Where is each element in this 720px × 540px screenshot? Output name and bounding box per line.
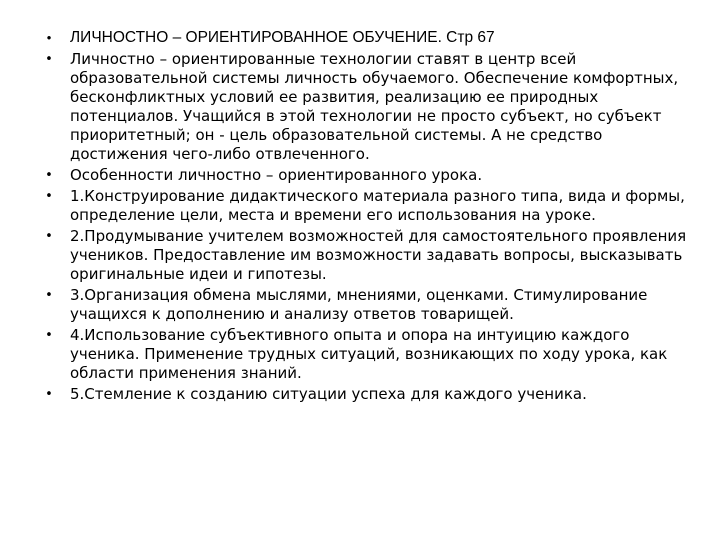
bullet-icon: • — [45, 52, 53, 67]
bullet-icon: • — [45, 387, 53, 402]
bullet-list — [42, 28, 692, 406]
bullet-text: Особенности личностно – ориентированного урока. — [70, 166, 483, 184]
bullet-text: 1.Конструирование дидактического материала разного типа, вида и формы, определение цели, места и времени его использования на уроке. — [70, 187, 685, 224]
bullet-text: 2.Продумывание учителем возможностей для самостоятельного проявления учеников. Предоставление им возможности задавать вопросы, высказывать оригинальные идеи и гипотезы. — [70, 227, 687, 283]
bullet-icon: • — [45, 189, 53, 204]
bullet-item-1 — [42, 187, 692, 225]
bullet-icon: • — [45, 229, 53, 244]
bullet-icon: • — [45, 168, 53, 183]
bullet-icon: • — [46, 30, 52, 45]
bullet-text: Личностно – ориентированные технологии ставят в центр всей образовательной системы личность обучаемого. Обеспечение комфортных, бесконфликтных условий ее развития, реализацию ее природных потенциалов. Учащийся в этой технологии не просто субъект, но субъект приоритетный; он - цель образовательной системы. А не средство достижения чего-либо отвлеченного. — [70, 50, 679, 163]
bullet-text: ЛИЧНОСТНО – ОРИЕНТИРОВАННОЕ ОБУЧЕНИЕ. Стр 67 — [70, 29, 495, 46]
bullet-item-title — [42, 28, 692, 47]
bullet-item-3 — [42, 286, 692, 324]
bullet-item-definition — [42, 50, 692, 164]
bullet-item-5 — [42, 385, 692, 404]
bullet-item-4 — [42, 326, 692, 383]
bullet-text: 3.Организация обмена мыслями, мнениями, оценками. Стимулирование учащихся к дополнению и анализу ответов товарищей. — [70, 286, 648, 323]
bullet-icon: • — [45, 328, 53, 343]
bullet-text: 5.Стемление к созданию ситуации успеха для каждого ученика. — [70, 385, 587, 403]
bullet-item-2 — [42, 227, 692, 284]
bullet-icon: • — [45, 288, 53, 303]
bullet-item-features-heading — [42, 166, 692, 185]
bullet-text: 4.Использование субъективного опыта и опора на интуицию каждого ученика. Применение трудных ситуаций, возникающих по ходу урока, как области применения знаний. — [70, 326, 668, 382]
